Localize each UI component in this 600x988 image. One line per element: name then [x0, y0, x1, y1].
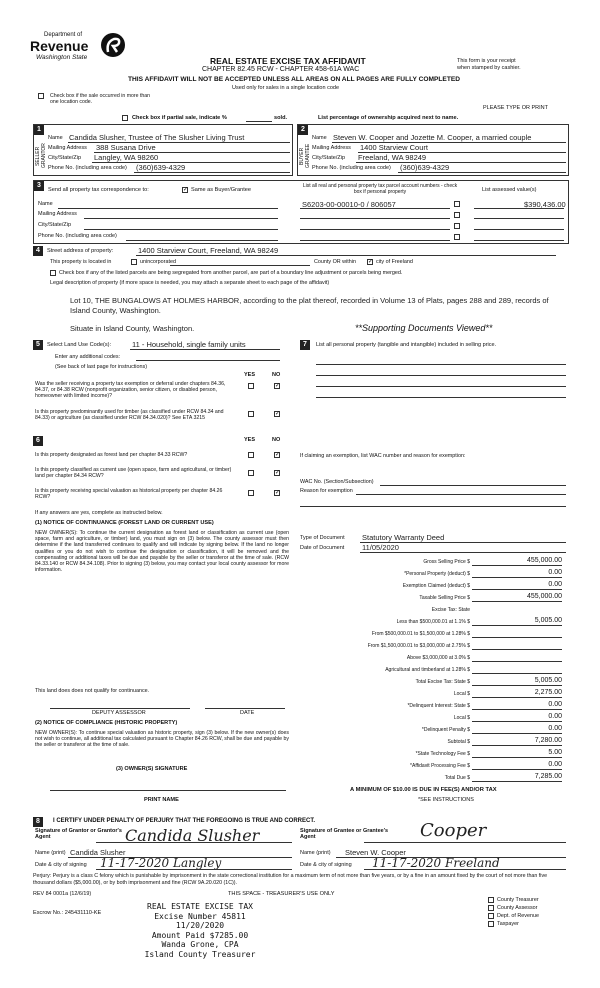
- s3-addr-field[interactable]: [84, 218, 278, 219]
- seller-section: [33, 124, 293, 176]
- section-7-number: 7: [300, 340, 310, 350]
- seller-name-label: Name: [48, 135, 63, 141]
- doc-type[interactable]: Statutory Warranty Deed: [362, 533, 445, 542]
- buyer-addr-label: Mailing Address: [312, 145, 351, 151]
- calc-row-label: *Personal Property (deduct) $: [404, 571, 470, 577]
- copy-county-assessor: County Assessor: [488, 904, 539, 912]
- s6-q3: Is this property receiving special valuation as historical property per chapter 84.26 RCW?: [35, 488, 223, 501]
- calc-row-label: *State Technology Fee $: [415, 751, 470, 757]
- calc-row-value[interactable]: 0.00: [472, 569, 562, 578]
- print-name-label: PRINT NAME: [144, 797, 179, 803]
- calc-row-value[interactable]: [472, 665, 562, 674]
- calc-row-label: Excise Tax: State: [431, 607, 470, 613]
- seller-city-label: City/State/Zip: [48, 155, 82, 161]
- calc-row-label: *Delinquent Penalty $: [421, 727, 470, 733]
- s6-q1-yes[interactable]: [248, 452, 254, 458]
- s3-addr-label: Mailing Address: [38, 211, 77, 217]
- wac-label: WAC No. (Section/Subsection): [300, 479, 374, 485]
- stamp-line-5: Wanda Grone, CPA: [161, 940, 239, 949]
- s3-city-field[interactable]: [84, 229, 278, 230]
- same-as-buyer-checkbox[interactable]: ✓: [183, 187, 189, 193]
- wac-field[interactable]: [380, 485, 566, 486]
- property-street[interactable]: 1400 Starview Court, Freeland, WA 98249: [138, 246, 279, 255]
- owner-signature-field[interactable]: [50, 790, 286, 791]
- dor-logo-icon: [100, 32, 126, 58]
- form-warning: THIS AFFIDAVIT WILL NOT BE ACCEPTED UNLESS ALL AREAS ON ALL PAGES ARE FULLY COMPLETED: [128, 76, 461, 83]
- calc-row-label: From $1,500,000.01 to $3,000,000 at 2.75% $: [367, 643, 470, 649]
- notice1-title: (1) NOTICE OF CONTINUANCE (FOREST LAND OR CURRENT USE): [35, 520, 214, 526]
- receipt-2: when stamped by cashier.: [457, 65, 521, 71]
- minimum-due: A MINIMUM OF $10.00 IS DUE IN FEE(S) AND/OR TAX: [350, 787, 497, 793]
- notice2-text: NEW OWNER(S): To continue special valuation as historic property, sign (3) below. If the new owner(s) does not wish to continue, all additional tax calculated pursuant to Chapter 84.26 RCW, shall be due and payable by the seller or transferor at the time of sale.: [35, 730, 289, 749]
- dor-logo: [30, 32, 130, 66]
- grantee-name-label: Name (print): [300, 850, 331, 856]
- calc-row-value[interactable]: 2,275.00: [472, 689, 562, 698]
- seller-phone[interactable]: (360)639-4329: [136, 163, 186, 172]
- calc-row-value[interactable]: 7,280.00: [472, 737, 562, 746]
- personal-property-line-4[interactable]: [316, 397, 566, 398]
- buyer-name[interactable]: Steven W. Cooper and Jozette M. Cooper, a married couple: [333, 133, 532, 142]
- grantee-date-city[interactable]: 11-17-2020 Freeland: [372, 856, 500, 870]
- calc-row-value[interactable]: 5,005.00: [472, 677, 562, 686]
- s6-q2-yes[interactable]: [248, 470, 254, 476]
- date-label: DATE: [240, 710, 255, 716]
- calc-row-label: Subtotal $: [447, 739, 470, 745]
- seller-name[interactable]: Candida Slusher, Trustee of The Slusher Living Trust: [69, 133, 245, 142]
- exemption-label: If claiming an exemption, list WAC number and reason for exemption:: [300, 453, 466, 459]
- notice1-text: NEW OWNER(S): To continue the current designation as forest land or classification as current use (open space, farm and agriculture, or timber) land, you must sign on (3) below. The county assessor must then determine if the land transferred continues to qualify and will indicate by signing below. If the land no longer qualifies or you do not wish to continue the designation or classification, it will be removed and the compensating or additional taxes will be due and payable by the seller or transferor at the time of sale. (RCW 84.33.140 or RCW 84.34.108). Prior to signing (3) below, you may contact your local county assessor for more information.: [35, 530, 289, 574]
- calc-row-label: Less than $500,000.01 at 1.1% $: [396, 619, 470, 625]
- grantor-date-city[interactable]: 11-17-2020 Langley: [100, 856, 222, 870]
- stamp-line-4: Amount Paid $7285.00: [151, 930, 249, 940]
- s6-q2-no[interactable]: ✓: [275, 470, 281, 476]
- buyer-name-label: Name: [312, 135, 327, 141]
- s6-no-header: NO: [272, 437, 281, 443]
- calc-row-label: Local $: [453, 691, 470, 697]
- s3-phone-label: Phone No. (including area code): [38, 233, 117, 239]
- calc-row-label: Exemption Claimed (deduct) $: [402, 583, 470, 589]
- calc-row-value[interactable]: 0.00: [472, 725, 562, 734]
- reason-label: Reason for exemption: [300, 488, 353, 494]
- partial-sale-checkbox[interactable]: [122, 115, 128, 121]
- please-type: PLEASE TYPE OR PRINT: [483, 105, 549, 111]
- calc-row-label: Taxable Selling Price $: [419, 595, 470, 601]
- s6-q3-yes[interactable]: [248, 490, 254, 496]
- multi-location-label: Check box if the sale occurred in more than one location code.: [50, 93, 151, 105]
- county-or-label: County OR within: [314, 259, 356, 265]
- unincorporated-checkbox[interactable]: [131, 259, 137, 265]
- s5-q2-no[interactable]: ✓: [275, 411, 281, 417]
- parcel-list-header: List all real and personal property tax parcel account numbers - check box if personal property: [302, 183, 458, 195]
- grantee-name[interactable]: Steven W. Cooper: [345, 848, 406, 857]
- s6-q1: Is this property designated as forest land per chapter 84.33 RCW?: [35, 452, 188, 458]
- city-of-label: city of Freeland: [376, 259, 413, 265]
- treasurer-stamp: [110, 902, 290, 959]
- seller-phone-label: Phone No. (including area code): [48, 165, 127, 171]
- grantor-name[interactable]: Candida Slusher: [70, 848, 126, 857]
- deputy-assessor-label: DEPUTY ASSESSOR: [92, 710, 146, 716]
- certify-label: I CERTIFY UNDER PENALTY OF PERJURY THAT THE FOREGOING IS TRUE AND CORRECT.: [53, 818, 316, 824]
- buyer-section: [297, 124, 569, 176]
- same-as-buyer-label: Same as Buyer/Grantee: [191, 187, 252, 193]
- calc-row-value[interactable]: 5,005.00: [472, 617, 562, 626]
- seller-address[interactable]: 388 Susana Drive: [96, 143, 156, 152]
- s5-q2-yes[interactable]: [248, 411, 254, 417]
- seller-vertical-label: SELLER GRANTOR: [35, 143, 47, 169]
- grantee-signature[interactable]: Cooper: [420, 820, 487, 841]
- additional-codes-field[interactable]: [136, 360, 280, 361]
- escrow-number: Escrow No.: 245431110-KE: [33, 910, 102, 916]
- copy-dept-revenue: Dept. of Revenue: [488, 912, 539, 920]
- personal-property-line-3[interactable]: [316, 386, 566, 387]
- grantor-date-label: Date & city of signing: [35, 862, 87, 868]
- copy-distribution: [488, 896, 539, 928]
- land-use-label: Select Land Use Code(s):: [47, 342, 112, 348]
- s5-q1: Was the seller receiving a property tax exemption or deferral under chapters 84.36, 84.37, or 84.38 RCW (nonprofit organization, senior citizen, or disabled person, homeowner with limited income)?: [35, 381, 226, 400]
- additional-codes-label: Enter any additional codes:: [55, 354, 121, 360]
- supporting-docs: **Supporting Documents Viewed**: [355, 323, 493, 333]
- owner-signature-label: (3) OWNER(S) SIGNATURE: [116, 766, 188, 772]
- calc-row-label: *Delinquent Interest: State $: [407, 703, 470, 709]
- form-title: REAL ESTATE EXCISE TAX AFFIDAVIT: [210, 56, 366, 66]
- s6-q1-no[interactable]: ✓: [275, 452, 281, 458]
- calc-row-label: Gross Selling Price $: [423, 559, 470, 565]
- doc-date-label: Date of Document: [300, 545, 345, 551]
- doc-type-label: Type of Document: [300, 535, 345, 541]
- buyer-address[interactable]: 1400 Starview Court: [360, 143, 428, 152]
- s3-city-label: City/State/Zip: [38, 222, 72, 228]
- multi-location-checkbox[interactable]: [38, 93, 44, 99]
- buyer-vertical-label: BUYER GRANTEE: [299, 143, 311, 169]
- section-5-number: 5: [33, 340, 43, 350]
- section-1-number: 1: [34, 125, 44, 135]
- calc-row-label: Total Due $: [444, 775, 470, 781]
- see-instructions: *SEE INSTRUCTIONS: [418, 797, 474, 803]
- stamp-line-3: 11/20/2020: [175, 921, 225, 930]
- located-label: This property is located in: [50, 259, 112, 265]
- calc-row-label: Above $3,000,000 at 3.0% $: [406, 655, 470, 661]
- qualify-label: This land does does not qualify for continuance.: [35, 688, 150, 694]
- calc-row-label: From $500,000.01 to $1,500,000 at 1.28% $: [371, 631, 470, 637]
- form-subtitle: CHAPTER 82.45 RCW - CHAPTER 458-61A WAC: [202, 66, 360, 73]
- calc-row-label: Total Excise Tax: State $: [415, 679, 470, 685]
- partial-sale-label: Check box if partial sale, indicate %: [132, 115, 227, 121]
- stamp-line-6: Island County Treasurer: [144, 949, 256, 959]
- buyer-phone[interactable]: (360)639-4329: [400, 163, 450, 172]
- s3-name-label: Name: [38, 201, 53, 207]
- personal-property-line-2[interactable]: [316, 375, 566, 376]
- buyer-city[interactable]: Freeland, WA 98249: [358, 153, 427, 162]
- calc-row-value[interactable]: 455,000.00: [472, 557, 562, 566]
- copy-taxpayer: Taxpayer: [488, 920, 539, 928]
- calc-row-value[interactable]: 0.00: [472, 713, 562, 722]
- city-checkbox[interactable]: ✓: [368, 259, 374, 265]
- grantor-name-label: Name (print): [35, 850, 66, 856]
- parcel-4-personal-checkbox[interactable]: [454, 234, 460, 240]
- stamp-line-2: Excise Number 45811: [154, 911, 246, 921]
- treasurer-only: THIS SPACE - TREASURER'S USE ONLY: [228, 891, 335, 897]
- calc-row-value[interactable]: [472, 653, 562, 662]
- calc-row-value[interactable]: 5.00: [472, 749, 562, 758]
- unincorporated-label: unincorporated: [140, 259, 176, 265]
- situate[interactable]: Situate in Island County, Washington.: [70, 324, 195, 333]
- seller-addr-label: Mailing Address: [48, 145, 87, 151]
- revenue-label: Revenue: [30, 38, 89, 54]
- calc-row-value[interactable]: [472, 641, 562, 650]
- parcel-1-personal-checkbox[interactable]: [454, 201, 460, 207]
- s5-yes-header: YES: [244, 372, 256, 378]
- section-6-number: 6: [33, 436, 43, 446]
- calc-row-value[interactable]: 455,000.00: [472, 593, 562, 602]
- send-correspondence-label: Send all property tax correspondence to:: [48, 187, 149, 193]
- if-yes-label: If any answers are yes, complete as instructed below.: [35, 510, 163, 516]
- rev-code: REV 84 0001a (12/6/19): [33, 891, 92, 897]
- dept-label: Department of: [44, 32, 83, 38]
- assessed-value[interactable]: $390,436.00: [524, 200, 566, 209]
- see-back-label: (See back of last page for instructions): [55, 364, 147, 370]
- personal-property-label: List all personal property (tangible and intangible) included in selling price.: [316, 342, 497, 348]
- sold-label: sold.: [274, 115, 288, 121]
- s3-phone-field[interactable]: [126, 240, 278, 241]
- state-label: Washington State: [36, 54, 88, 61]
- calc-row-value[interactable]: 0.00: [472, 581, 562, 590]
- segregated-checkbox[interactable]: [50, 270, 56, 276]
- buyer-phone-label: Phone No. (including area code): [312, 165, 391, 171]
- parcel-number[interactable]: S6203-00-00010-0 / 806057: [302, 200, 396, 209]
- calc-row-value[interactable]: 7,285.00: [472, 773, 562, 782]
- s6-yes-header: YES: [244, 437, 256, 443]
- partial-percent-field[interactable]: [246, 121, 272, 122]
- legal-description[interactable]: Lot 10, THE BUNGALOWS AT HOLMES HARBOR, according to the plat thereof, recorded in Volume 13 of Plats, pages 288 and 289, records of Island County, Washington.: [70, 296, 549, 315]
- personal-property-line-1[interactable]: [316, 364, 566, 365]
- calc-row-value[interactable]: 0.00: [472, 701, 562, 710]
- grantor-signature[interactable]: Candida Slusher: [125, 826, 260, 845]
- street-label: Street address of property:: [47, 248, 114, 254]
- correspondence-section: [33, 180, 569, 244]
- perjury-notice: Perjury: Perjury is a class C felony which is punishable by imprisonment in the state correctional institution for a maximum term of not more than five years, or by a fine in an amount fixed by the court of not more than five thousand dollars ($5,000.00), or by both imprisonment and fine (RCW 9A.20.020 (1C)).: [33, 873, 548, 886]
- receipt-1: This form is your receipt: [457, 58, 516, 64]
- seller-city[interactable]: Langley, WA 98260: [94, 153, 159, 162]
- section-4-number: 4: [33, 246, 43, 256]
- section-3-number: 3: [34, 181, 44, 191]
- calc-row-label: Agricultural and timberland at 1.28% $: [385, 667, 470, 673]
- s6-q2: Is this property classified as current use (open space, farm and agricultural, or timber) land per chapter 84.34 RCW?: [35, 467, 232, 480]
- section-8-number: 8: [33, 817, 43, 827]
- s5-q1-yes[interactable]: [248, 383, 254, 389]
- grantee-date-label: Date & city of signing: [300, 862, 352, 868]
- calc-row-value[interactable]: 0.00: [472, 761, 562, 770]
- s5-q2: Is this property predominantly used for timber (as classified under RCW 84.34 and 84.33) or agriculture (as classified under RCW 84.34.020)? See ETA 3215: [35, 409, 224, 422]
- reason-field[interactable]: [356, 494, 566, 495]
- legal-label: Legal description of property (if more space is needed, you may attach a separate sheet to each page of the affidavit): [50, 280, 330, 286]
- calc-row-value[interactable]: [472, 629, 562, 638]
- grantor-sig-label: Signature of Grantor or Grantor's Agent: [35, 828, 122, 840]
- buyer-city-label: City/State/Zip: [312, 155, 346, 161]
- parcel-3-personal-checkbox[interactable]: [454, 223, 460, 229]
- notice2-title: (2) NOTICE OF COMPLIANCE (HISTORIC PROPERTY): [35, 720, 178, 726]
- s5-q1-no[interactable]: ✓: [275, 383, 281, 389]
- copy-county-treasurer: County Treasurer: [488, 896, 539, 904]
- grantee-sig-label: Signature of Grantee or Grantee's Agent: [300, 828, 389, 840]
- doc-date[interactable]: 11/05/2020: [362, 543, 399, 552]
- s5-no-header: NO: [272, 372, 281, 378]
- calc-row-label: Local $: [453, 715, 470, 721]
- parcel-2-personal-checkbox[interactable]: [454, 212, 460, 218]
- segregated-label: Check box if any of the listed parcels are being segregated from another parcel, are part of a boundary line adjustment or parcels being merged.: [59, 270, 403, 276]
- section-2-number: 2: [298, 125, 308, 135]
- calc-row-label: *Affidavit Processing Fee $: [410, 763, 470, 769]
- used-only: Used only for sales in a single location code: [232, 85, 340, 91]
- reason-field-2[interactable]: [300, 506, 566, 507]
- s6-q3-no[interactable]: ✓: [275, 490, 281, 496]
- assessed-header: List assessed value(s): [482, 187, 537, 193]
- land-use-code[interactable]: 11 - Household, single family units: [132, 340, 246, 349]
- stamp-line-1: REAL ESTATE EXCISE TAX: [147, 902, 253, 911]
- calc-row-value[interactable]: [472, 605, 562, 614]
- s3-name-field[interactable]: [58, 208, 278, 209]
- percent-list-label: List percentage of ownership acquired next to name.: [318, 115, 459, 121]
